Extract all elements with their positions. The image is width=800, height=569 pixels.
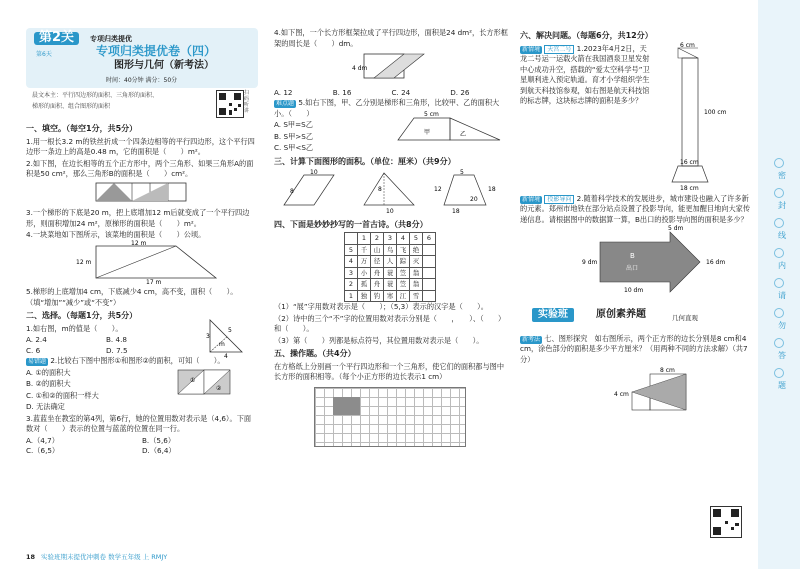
poem-cell: 独 [358, 290, 371, 302]
topic-tag-2: 投影导向 [544, 195, 574, 204]
q9-option-b[interactable]: B. 16 [332, 87, 352, 97]
sign-top-label: 6 cm [680, 41, 695, 49]
sidebar-dot-icon [774, 218, 784, 228]
arrow-exit: 出口 [626, 265, 639, 272]
q10-option-b[interactable]: B. S甲>S乙 [274, 131, 314, 141]
sidebar-dot-icon [774, 278, 784, 288]
five-squares-figure [26, 181, 258, 205]
scope-line-2: 梯形的面积、组合图形的面积 [32, 102, 111, 110]
literacy-title: 原创素养题 [596, 308, 646, 320]
area-figures [274, 169, 509, 213]
shape-a-label: 甲 [424, 129, 431, 136]
scope-note [26, 88, 258, 121]
arrow-label-bottom: 10 dm [624, 287, 644, 294]
field-top-label: 12 m [131, 239, 147, 247]
level-badge: 第2关 [34, 32, 79, 45]
section-calculation: 三、计算下面图形的面积。（单位：厘米）（共9分） [274, 156, 456, 166]
section-label: 专项归类提优 [90, 35, 132, 43]
experimental-banner [520, 306, 752, 328]
sidebar-dot-icon [774, 188, 784, 198]
fig1-label-top: 10 [310, 169, 318, 176]
option-d[interactable]: D. 7.5 [106, 345, 128, 355]
poem-cell: 2 [345, 279, 358, 291]
question-16: 2.随着科学技术的发展进步，城市建设也融入了许多新的元素。郑州市地铁在部分站点设置了投影导向，能更加醒目地向大家传递信息。请根据图中的数据算一算，B出口的投影导向图的面积是多少？ [520, 193, 751, 224]
question-12: （2）诗中的三个“不”字的位置用数对表示分别是（ ， ）、（ ）和（ ）。 [274, 313, 506, 333]
fig3-label-right: 18 [488, 186, 496, 193]
poem-cell: 笠 [397, 267, 410, 279]
poem-cell: 飞 [397, 244, 410, 256]
arrow-letter: B [630, 252, 635, 260]
question-7-block [26, 356, 258, 413]
question-3: 3.一个梯形的下底是20 m，把上底增加12 m后就变成了一个平行四边形，则面积增加24 m²，原梯形的面积是（ ）m²。 [26, 208, 250, 228]
square-small-label: 4 cm [614, 391, 629, 398]
poem-cell: 3 [345, 267, 358, 279]
poem-cell: 4 [345, 256, 358, 268]
svg-text:②: ② [216, 385, 222, 392]
question-5: 5.梯形的上底增加4 cm，下底减少4 cm，高不变，面积（ ）。（填“增加”“减少”或“不变”） [26, 287, 238, 307]
fig1-label-side: 8 [290, 188, 294, 195]
sidebar-dot-icon [774, 248, 784, 258]
q7-option-b[interactable]: B. ②的面积大 [26, 379, 71, 388]
question-6-options-row2 [26, 346, 186, 357]
option-b[interactable]: B. 4.8 [106, 335, 127, 344]
poem-cell: 钓 [371, 290, 384, 302]
poem-cell: 1 [345, 290, 358, 302]
sidebar-dot-icon [774, 308, 784, 318]
q9-options [274, 88, 509, 99]
svg-text:①: ① [190, 377, 196, 384]
poem-cell: 小 [358, 267, 371, 279]
shape-b-label: 乙 [460, 131, 467, 138]
q7-option-c[interactable]: C. ①和②的面积一样大 [26, 390, 99, 400]
fig3-label-left: 12 [434, 186, 442, 193]
q8-option-a[interactable]: A.（4,7） [26, 435, 59, 445]
question-15-block [520, 41, 752, 194]
q8-options-row1 [26, 436, 258, 447]
frame-figure [274, 50, 509, 84]
question-8: 3.蓝蓝坐在教室的第4列，第6行，她的位置用数对表示是（4,6）。下面数对（ ）表示的位置与蓝蓝的位置在同一行。 [26, 413, 252, 433]
sidebar-char: 线 [778, 231, 786, 240]
geometry-label: 几何直观 [672, 313, 698, 322]
poem-row [345, 279, 436, 291]
qr-pattern-2-icon [711, 507, 741, 537]
qr-code-icon [216, 90, 244, 118]
poem-cell: 翁 [410, 279, 423, 291]
poem-cell: 江 [397, 290, 410, 302]
qr-code-2-icon [710, 506, 742, 538]
sidebar-dot-icon [774, 368, 784, 378]
option-a[interactable]: A. 2.4 [26, 335, 47, 344]
tri-label-m: m [219, 340, 225, 348]
poem-cell: 千 [358, 244, 371, 256]
poem-cell: 踪 [397, 256, 410, 268]
fig3-label-mid: 20 [470, 196, 478, 203]
difficult-tag: 难点题 [276, 100, 295, 107]
poem-cell: 孤 [358, 279, 371, 291]
poem-cell: 鸟 [384, 244, 397, 256]
question-1: 1.用一根长3.2 m的铁丝折成一个四条边相等的平行四边形，这个平行四边形一条边上的高是0.48 m，它的面积是（ ）m²。 [26, 136, 255, 156]
field-left-label: 12 m [76, 258, 92, 266]
poem-cell: 灭 [410, 256, 423, 268]
poem-cell: 雪 [410, 290, 423, 302]
sidebar-char: 请 [778, 291, 786, 300]
poem-cell: 蓑 [384, 279, 397, 291]
poem-cell [423, 267, 436, 279]
square-grid[interactable] [314, 387, 466, 447]
shape-top-label: 5 cm [424, 111, 439, 118]
sidebar-char: 封 [778, 201, 786, 210]
topic-tag: 天宫二号 [544, 45, 574, 54]
qr-pattern-icon [217, 91, 243, 117]
arrow-label-left: 9 dm [582, 259, 598, 266]
fig3-label-top: 5 [460, 169, 464, 176]
trapezoid-triangle-figure [394, 110, 504, 144]
sidebar-dot-icon [774, 158, 784, 168]
sign-mid-label: 16 cm [680, 158, 699, 166]
sidebar-char: 题 [778, 381, 786, 390]
question-6-options-row1 [26, 335, 186, 346]
field-bottom-label: 17 m [146, 278, 162, 286]
question-17: 七、图形探究 如右图所示，两个正方形的边长分别是8 cm和4 cm，涂色部分的面积是多少平方厘米？（用两种不同的方法求解）（共7分） [520, 333, 748, 364]
poem-row [345, 256, 436, 268]
question-11: （1）“展”字用数对表示是（ ）；（5,3）表示的汉字是（ ）。 [274, 302, 488, 311]
new-method-tag: 新考法 [522, 335, 541, 343]
poem-cell: 1 [358, 233, 371, 245]
page-number: 18 [26, 553, 36, 561]
vegetable-field-figure [26, 239, 258, 286]
right-triangle-figure [206, 316, 246, 360]
q9-option-d[interactable]: D. 26 [450, 87, 470, 97]
sidebar-char: 答 [778, 351, 786, 360]
poem-cell: 蓑 [384, 267, 397, 279]
header-box [26, 28, 258, 88]
q7-option-d[interactable]: D. 无法确定 [26, 402, 65, 411]
page-title: 专项归类提优卷（四） [96, 44, 217, 58]
error-prone-tag: 易错题 [28, 358, 47, 365]
section-choice: 二、选择。（每题1分，共5分） [26, 311, 138, 320]
poem-cell: 寒 [384, 290, 397, 302]
sign-base-label: 18 cm [680, 184, 699, 192]
sidebar-char: 内 [778, 261, 786, 270]
sign-height-label: 100 cm [704, 108, 727, 116]
frame-height-label: 4 dm [352, 65, 368, 72]
experimental-label: 实验班 [532, 308, 574, 323]
q8-option-c[interactable]: C.（6,5） [26, 446, 60, 455]
q9-option-a[interactable]: A. 12 [274, 87, 293, 97]
poem-cell: 4 [397, 233, 410, 245]
fig2-label-height: 8 [378, 186, 382, 193]
q8-options-row2 [26, 446, 258, 457]
page-footer [26, 552, 167, 561]
poem-grid [344, 232, 436, 302]
question-9: 4.如下图，一个长方形框架拉成了平行四边形，面积是24 dm²，长方形框架的周长是（ ）dm。 [274, 28, 508, 48]
q8-option-b[interactable]: B.（5,6） [142, 435, 176, 445]
time-score: 时间：40分钟 满分：50分 [106, 77, 178, 84]
question-10: 5.如右下图，甲、乙分别是梯形和三角形，比较甲、乙的面积大小。（ ） [274, 98, 500, 118]
fig3-label-bottom: 18 [452, 208, 460, 215]
poem-cell: 翁 [410, 267, 423, 279]
poem-cell: 2 [371, 233, 384, 245]
poem-row [345, 267, 436, 279]
given-rectangle [333, 397, 360, 415]
option-c[interactable]: C. 6 [26, 345, 41, 355]
poem-row [345, 290, 436, 302]
seal-sidebar [758, 0, 800, 569]
q10-option-a[interactable]: A. S甲=S乙 [274, 120, 313, 129]
page-subtitle: 图形与几何（新考法） [114, 60, 214, 71]
question-13: （3）第（ ）列都是标点符号，其位置用数对表示是（ ）。 [274, 335, 484, 345]
fig2-label-base: 10 [386, 208, 394, 215]
q9-option-c[interactable]: C. 24 [391, 87, 411, 97]
poem-row [345, 244, 436, 256]
q10-option-c[interactable]: C. S甲<S乙 [274, 143, 314, 152]
sidebar-dot-icon [774, 338, 784, 348]
poem-cell: 3 [384, 233, 397, 245]
square-big-label: 8 cm [660, 367, 675, 374]
question-7: 2.比较右下图中图形①和图形②的面积，可知（ ）。 [50, 356, 225, 365]
poem-cell [423, 244, 436, 256]
poem-cell: 绝 [410, 244, 423, 256]
poem-row [345, 233, 436, 245]
question-2: 2.如下图，在边长相等的五个正方形中，两个三角形、如果三角形A的面积是50 cm²，那么三角形B的面积是（ ）cm²。 [26, 158, 254, 178]
poem-cell: 6 [423, 233, 436, 245]
footer-text: 实验班期末提优冲刺卷 数学五年级 上 RMJY [41, 553, 168, 561]
question-17-block [520, 334, 752, 418]
question-10-block [274, 98, 509, 154]
section-operation: 五、操作题。（共4分） [274, 349, 356, 358]
exit-arrow-figure [520, 226, 752, 296]
question-14: 在方格纸上分别画一个平行四边形和一个三角形，使它们的面积都与图中长方形的面积相等。（每个小正方形的边长表示1 cm） [274, 361, 505, 381]
right-column [520, 28, 752, 418]
question-15: 1.2023年4月2日，天龙二号运一运载火箭在我国酒泉卫星发射中心成功升空，搭载的“爱太空科学号”卫星顺利进入预定轨道。育才小学组织学生到航天科技馆参观，如右图是航天科技馆的标志牌，这块标志牌的面积是多少？ [520, 43, 650, 105]
poem-cell: 万 [358, 256, 371, 268]
new-context-tag-2: 新情境 [522, 195, 541, 203]
middle-column [274, 28, 509, 447]
arrow-label-right: 16 dm [706, 259, 726, 266]
poem-cell [423, 290, 436, 302]
arrow-label-top: 5 dm [668, 225, 684, 232]
question-6-block [26, 323, 258, 360]
scope-line-1: 晨文本主：平行四边形的面积、三角形的面积、 [32, 92, 159, 99]
compare-shapes-figure [176, 368, 232, 396]
poem-cell [345, 233, 358, 245]
q7-option-a[interactable]: A. ①的面积大 [26, 367, 71, 377]
poem-cell [423, 279, 436, 291]
poem-cell: 山 [371, 244, 384, 256]
poem-cell: 笠 [397, 279, 410, 291]
qr-label: 扫码听讲 [244, 90, 250, 114]
question-4: 4.一块菜地如下图所示，该菜地的面积是（ ）公顷。 [26, 230, 206, 239]
poem-cell: 舟 [371, 279, 384, 291]
sidebar-char: 勿 [778, 321, 786, 330]
left-column [26, 28, 258, 457]
poem-cell: 人 [384, 256, 397, 268]
section-problem-solving: 六、解决问题。（每题6分，共12分） [520, 31, 653, 40]
q8-option-d[interactable]: D.（6,4） [142, 446, 176, 455]
question-6: 1.如右图，m的值是（ ）。 [26, 323, 123, 333]
space-sign-figure [660, 41, 750, 194]
poem-cell [423, 256, 436, 268]
tri-label-4: 4 [224, 352, 228, 360]
section-fill-blank: 一、填空。（每空1分，共5分） [26, 124, 138, 133]
poem-cell: 舟 [371, 267, 384, 279]
tri-label-3: 3 [206, 332, 210, 340]
poem-cell: 径 [371, 256, 384, 268]
tri-label-5: 5 [228, 326, 232, 334]
poem-cell: 5 [410, 233, 423, 245]
two-squares-figure [520, 366, 752, 414]
day-label: 第6天 [36, 51, 52, 58]
new-context-tag: 新情境 [522, 45, 541, 53]
poem-cell: 5 [345, 244, 358, 256]
section-poem: 四、下面是妙妙抄写的一首古诗。（共8分） [274, 219, 428, 229]
sidebar-char: 密 [778, 171, 786, 180]
